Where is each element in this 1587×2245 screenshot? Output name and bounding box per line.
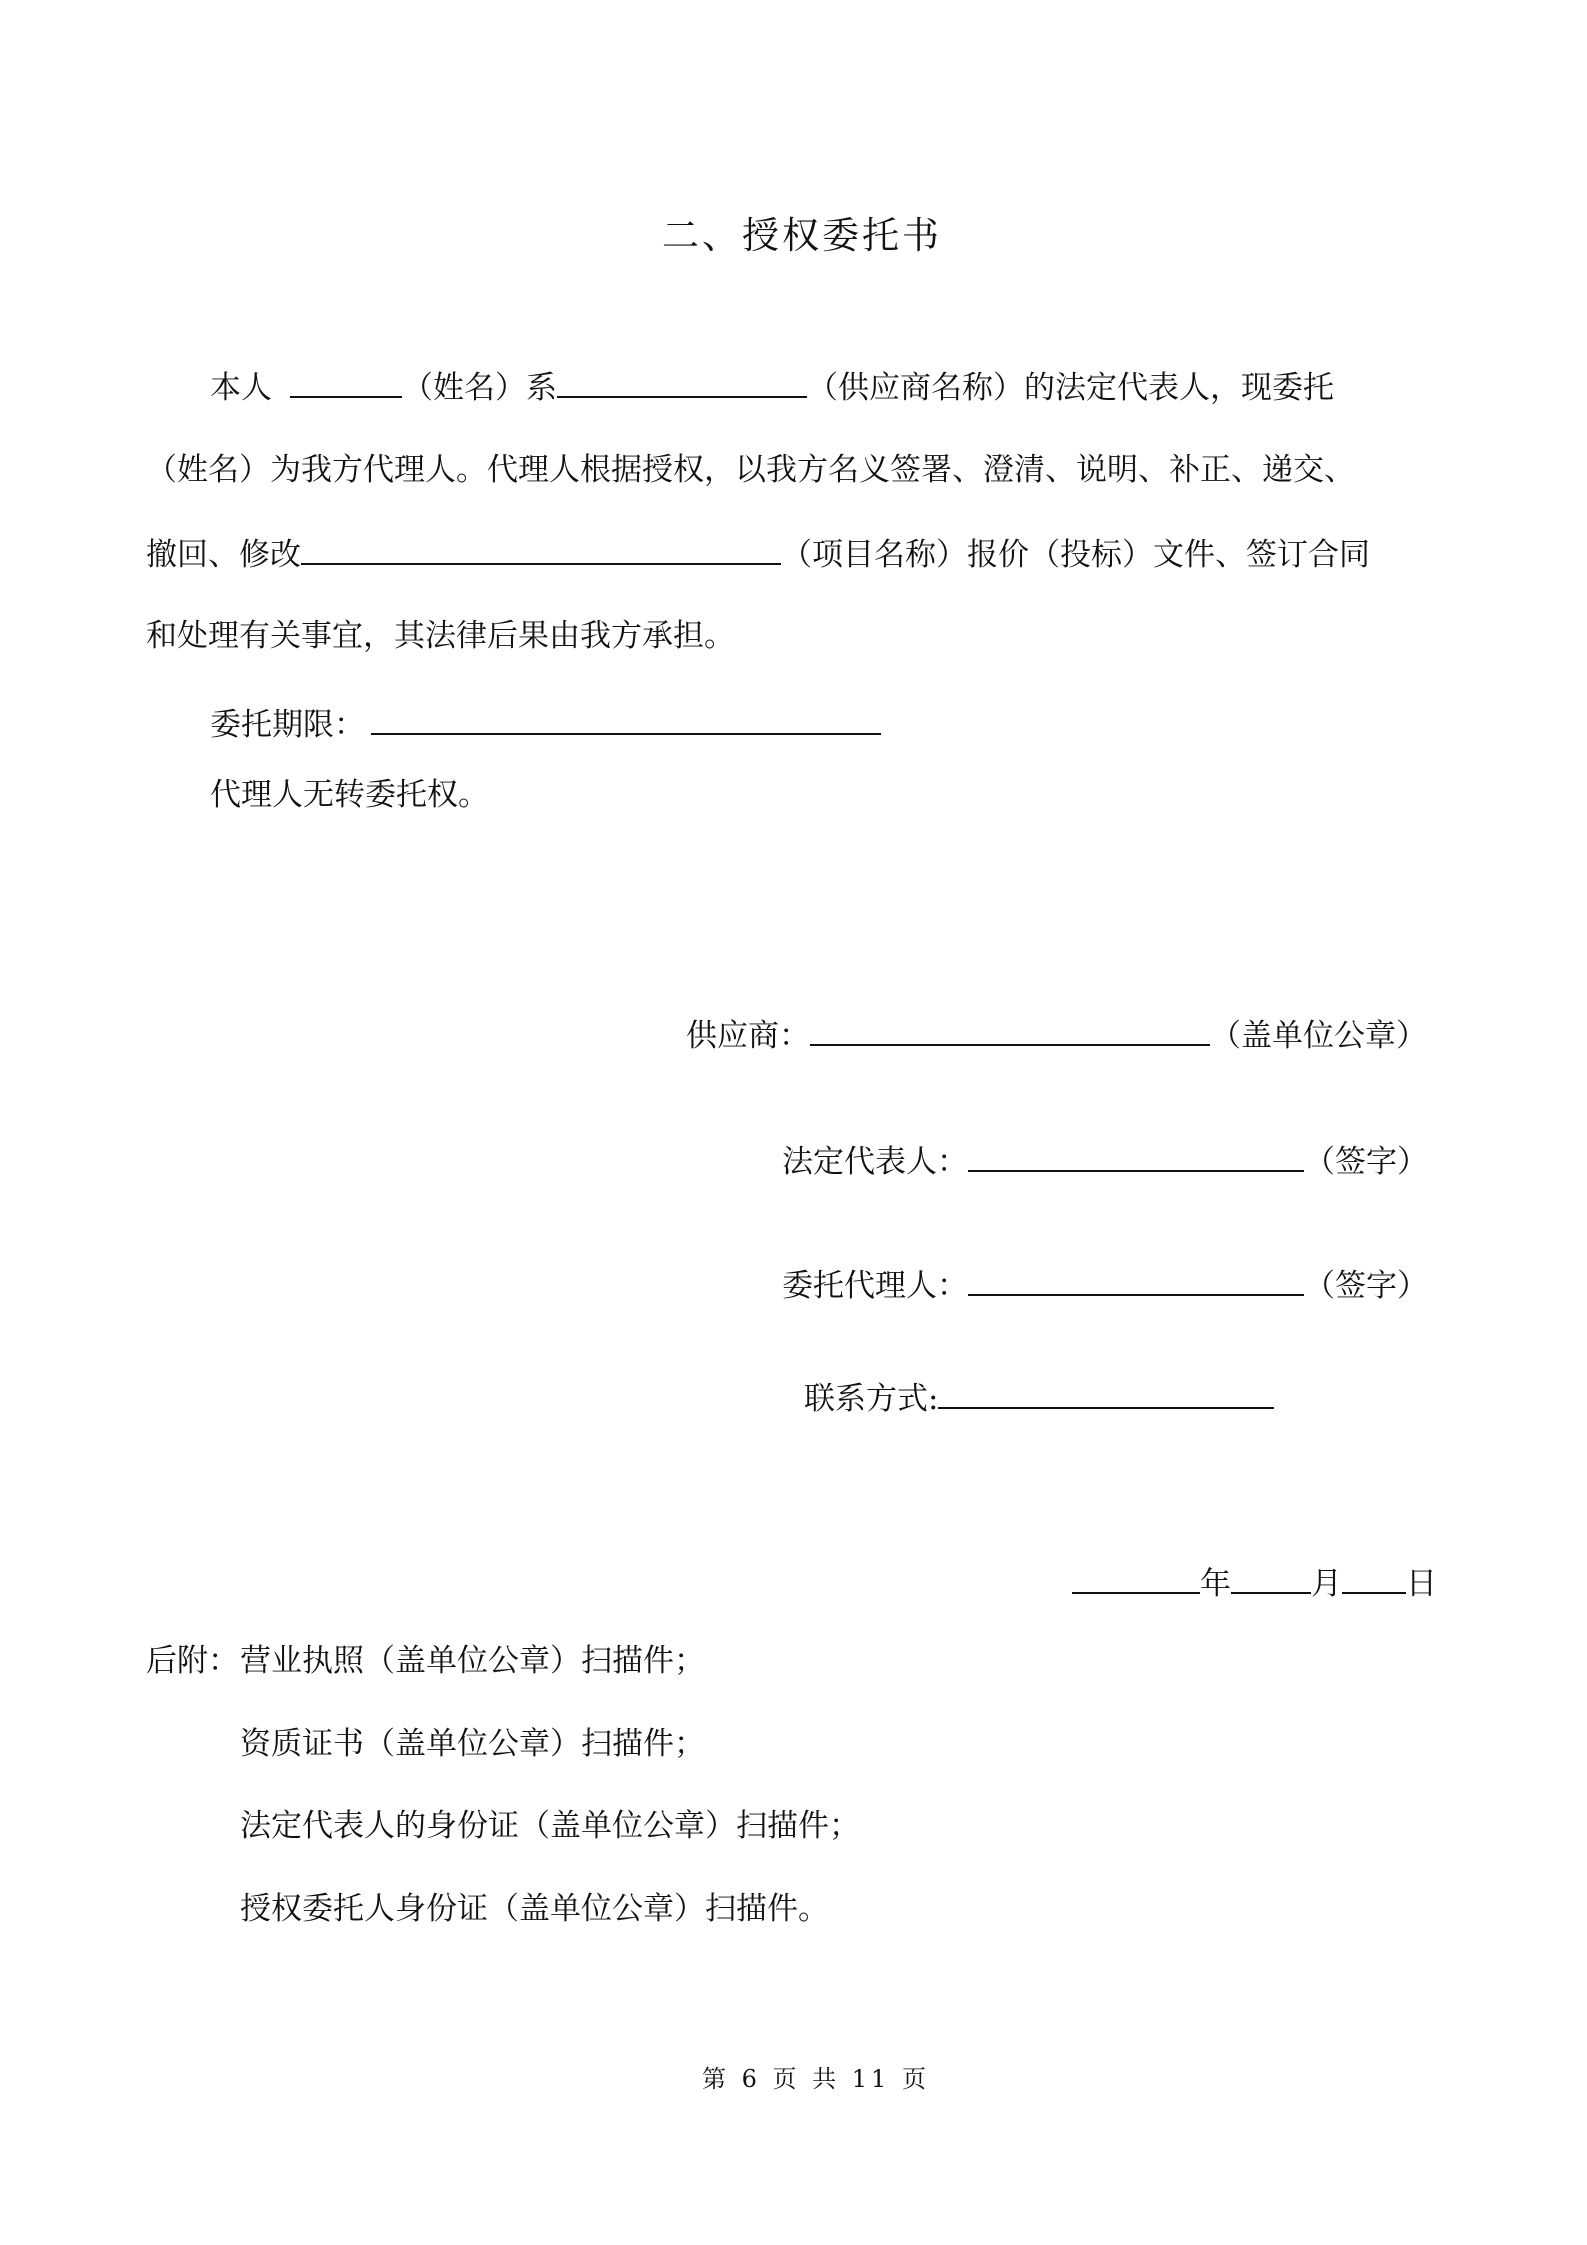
date-line [1072,1562,1437,1604]
agent-line [782,1264,1428,1306]
contact-label: 联系方式: [804,1381,939,1417]
page-footer: 第 6 页 共 11 页 [702,2065,930,2093]
term-blank[interactable] [371,703,881,735]
supplier-label: 供应商： [686,1018,810,1054]
term-line [210,703,881,745]
supplier-name-blank[interactable] [557,366,807,398]
body-line-3-start: 撤回、修改 [146,537,301,573]
body-line-1-start: 本人 [210,370,272,406]
document-title: 二、授权委托书 [662,214,942,257]
legal-rep-line [782,1140,1428,1182]
body-line-3 [146,533,1370,575]
day-blank[interactable] [1342,1562,1406,1594]
agent-blank[interactable] [968,1264,1304,1296]
attachment-item: 授权委托人身份证（盖单位公章）扫描件。 [240,1891,829,1927]
supplier-line [686,1014,1427,1056]
attachment-item: 法定代表人的身份证（盖单位公章）扫描件； [240,1808,860,1844]
body-line-3-end: （项目名称）报价（投标）文件、签订合同 [781,537,1370,573]
date-year: 年 [1200,1566,1231,1602]
date-month: 月 [1311,1566,1342,1602]
body-line-4: 和处理有关事宜，其法律后果由我方承担。 [146,618,735,654]
legal-rep-suffix: （签字） [1304,1144,1428,1180]
body-line-1-name: （姓名）系 [402,370,557,406]
year-blank[interactable] [1072,1562,1200,1594]
agent-label: 委托代理人： [782,1268,968,1304]
term-label: 委托期限： [210,707,365,743]
project-name-blank[interactable] [301,533,781,565]
supplier-blank[interactable] [810,1014,1210,1046]
body-line-1-end: （供应商名称）的法定代表人，现委托 [807,370,1334,406]
supplier-suffix: （盖单位公章） [1210,1018,1427,1054]
body-line-2: （姓名）为我方代理人。代理人根据授权，以我方名义签署、澄清、说明、补正、递交、 [146,452,1355,488]
attachment-item: 资质证书（盖单位公章）扫描件； [240,1726,705,1762]
contact-line [804,1377,1274,1419]
month-blank[interactable] [1231,1562,1311,1594]
attachments-label: 后附： [146,1643,239,1679]
agent-suffix: （签字） [1304,1268,1428,1304]
date-day: 日 [1406,1566,1437,1602]
legal-rep-label: 法定代表人： [782,1144,968,1180]
attachment-item: 营业执照（盖单位公章）扫描件； [240,1643,705,1679]
no-sub-delegation: 代理人无转委托权。 [210,777,489,813]
contact-blank[interactable] [938,1377,1274,1409]
name-blank[interactable] [290,366,402,398]
legal-rep-blank[interactable] [968,1140,1304,1172]
body-line-1 [210,366,1334,408]
